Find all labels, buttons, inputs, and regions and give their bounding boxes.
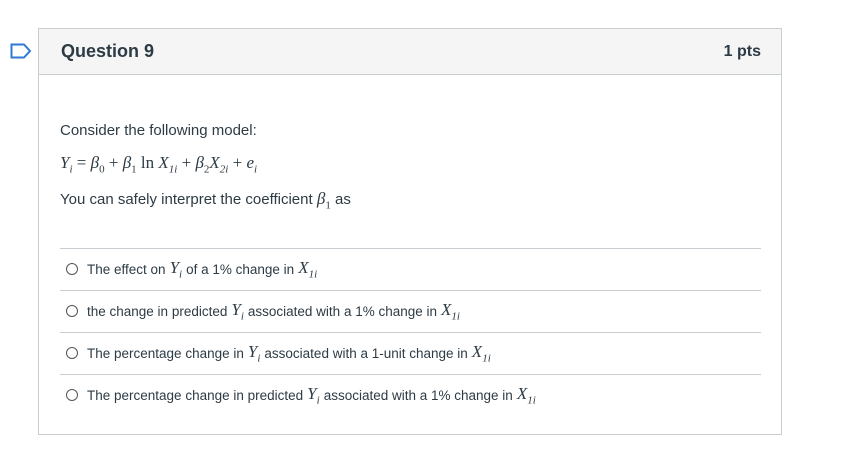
answer-option-1[interactable]: The effect on $Y_i$ of a 1% change in $X_{1i}$ <box>60 249 761 291</box>
radio-unselected-icon[interactable] <box>66 263 78 275</box>
question-body <box>39 122 781 416</box>
question-card <box>38 28 782 435</box>
radio-unselected-icon[interactable] <box>66 305 78 317</box>
question-title: Question 9 <box>61 41 155 61</box>
model-equation: $Y_i = \beta_0 + \beta_1$ $\ln X_{1i} + \beta_2X_{2i} + e_i$ <box>60 153 258 176</box>
radio-unselected-icon[interactable] <box>66 347 78 359</box>
question-header <box>39 29 781 75</box>
flag-question-icon[interactable] <box>10 43 32 59</box>
beta1-symbol: $\beta_1$ <box>316 189 331 212</box>
answer-option-2[interactable]: the change in predicted $Y_i$ associated with a 1% change in $X_{1i}$ <box>60 291 761 333</box>
answer-list <box>60 248 761 416</box>
question-points: 1 pts <box>723 42 761 60</box>
question-prompt: Consider the following model: <box>60 122 257 139</box>
radio-unselected-icon[interactable] <box>66 389 78 401</box>
interpretation-text: You can safely interpret the coefficient $\beta_1$ as <box>60 189 351 212</box>
answer-option-4[interactable]: The percentage change in predicted $Y_i$ associated with a 1% change in $X_{1i}$ <box>60 375 761 416</box>
answer-option-3[interactable]: The percentage change in $Y_i$ associated with a 1-unit change in $X_{1i}$ <box>60 333 761 375</box>
